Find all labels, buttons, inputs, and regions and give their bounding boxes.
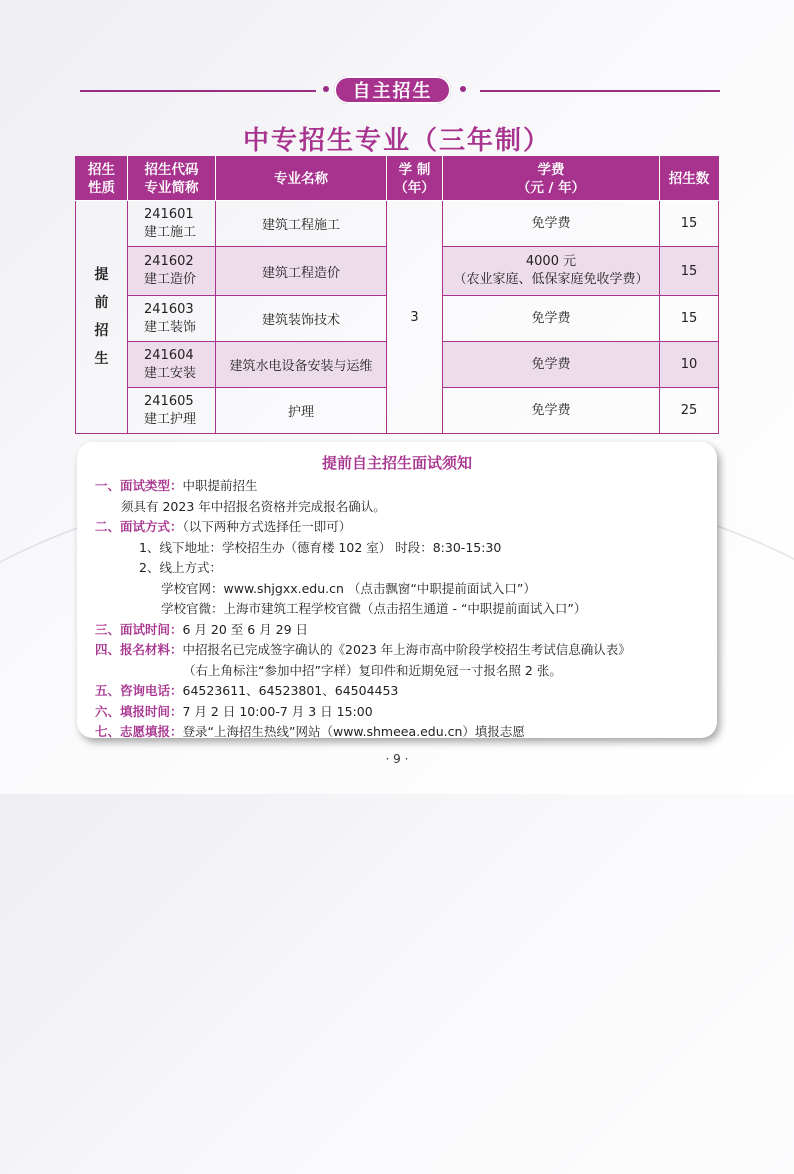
quota-cell: 15 bbox=[660, 201, 719, 247]
section-label: 自主招生 bbox=[334, 76, 451, 104]
table-header-row bbox=[76, 157, 719, 201]
header-nature: 招生 性质 bbox=[76, 157, 128, 201]
code-cell: 241603 建工装饰 bbox=[128, 296, 216, 342]
notice-line: 学校官微：上海市建筑工程学校官微（点击招生通道 - “中职提前面试入口”） bbox=[161, 601, 587, 616]
section-header bbox=[80, 76, 720, 104]
header-major: 专业名称 bbox=[216, 157, 387, 201]
notice-text: （以下两种方式选择任一即可） bbox=[182, 519, 352, 534]
quota-cell: 10 bbox=[660, 342, 719, 388]
major-cell: 建筑工程造价 bbox=[216, 247, 387, 296]
quota-cell: 15 bbox=[660, 247, 719, 296]
notice-label: 六、填报时间： bbox=[95, 703, 183, 719]
notice-line: 须具有 2023 年中招报名资格并完成报名确认。 bbox=[121, 498, 386, 514]
major-cell: 建筑装饰技术 bbox=[216, 296, 387, 342]
notice-text: 中职提前招生 bbox=[182, 478, 258, 493]
notice-line bbox=[95, 640, 710, 661]
fee-cell: 免学费 bbox=[443, 201, 660, 247]
page-number: · 9 · bbox=[385, 752, 409, 766]
major-cell: 建筑水电设备安装与运维 bbox=[216, 342, 387, 388]
code-cell: 241602 建工造价 bbox=[128, 247, 216, 296]
header-dot-left bbox=[323, 86, 329, 92]
header-years: 学 制 （年） bbox=[387, 157, 443, 201]
notice-line bbox=[95, 476, 710, 497]
quota-cell: 25 bbox=[660, 388, 719, 434]
notice-label: 五、咨询电话： bbox=[95, 683, 183, 698]
fee-cell: 4000 元 （农业家庭、低保家庭免收学费） bbox=[443, 247, 660, 296]
notice-line: 1、线下地址：学校招生办（德育楼 102 室） 时段：8:30-15:30 bbox=[139, 539, 502, 555]
notice-label: 七、志愿填报： bbox=[95, 724, 183, 739]
table-row bbox=[76, 201, 719, 247]
major-cell: 护理 bbox=[216, 388, 387, 434]
notice-line bbox=[95, 681, 710, 702]
notice-text: 7 月 2 日 10:00-7 月 3 日 15:00 bbox=[182, 703, 373, 719]
notice-label: 一、面试类型： bbox=[95, 478, 183, 493]
notice-text: 64523611、64523801、64504453 bbox=[182, 683, 399, 698]
fee-cell: 免学费 bbox=[443, 388, 660, 434]
majors-table bbox=[75, 156, 719, 434]
notice-line bbox=[95, 517, 710, 538]
interview-notice-panel bbox=[77, 442, 717, 738]
notice-text: 6 月 20 至 6 月 29 日 bbox=[182, 621, 309, 637]
notice-text: 中招报名已完成签字确认的《2023 年上海市高中阶段学校招生考试信息确认表》 bbox=[182, 642, 631, 657]
header-rule-right bbox=[480, 90, 720, 92]
fee-cell: 免学费 bbox=[443, 342, 660, 388]
notice-line: 学校官网：www.shjgxx.edu.cn （点击飘窗“中职提前面试入口”） bbox=[161, 580, 536, 596]
header-quota: 招生数 bbox=[660, 157, 719, 201]
notice-label: 二、面试方式： bbox=[95, 519, 183, 534]
quota-cell: 15 bbox=[660, 296, 719, 342]
code-cell: 241605 建工护理 bbox=[128, 388, 216, 434]
notice-title: 提前自主招生面试须知 bbox=[321, 454, 472, 472]
notice-line bbox=[95, 722, 710, 743]
notice-line: 2、线上方式： bbox=[139, 560, 222, 575]
notice-label: 三、面试时间： bbox=[95, 621, 183, 637]
page-title: 中专招生专业（三年制） bbox=[242, 126, 551, 156]
header-code: 招生代码 专业简称 bbox=[128, 157, 216, 201]
fee-cell: 免学费 bbox=[443, 296, 660, 342]
code-cell: 241604 建工安装 bbox=[128, 342, 216, 388]
notice-line bbox=[95, 702, 710, 723]
notice-body bbox=[95, 476, 710, 743]
header-rule-left bbox=[80, 90, 316, 92]
header-fee: 学费 （元 / 年） bbox=[443, 157, 660, 201]
notice-label: 四、报名材料： bbox=[95, 642, 183, 657]
notice-line bbox=[95, 620, 710, 641]
code-cell: 241601 建工施工 bbox=[128, 201, 216, 247]
major-cell: 建筑工程施工 bbox=[216, 201, 387, 247]
years-cell: 3 bbox=[387, 201, 443, 434]
notice-text: 登录“上海招生热线”网站（www.shmeea.edu.cn）填报志愿 bbox=[182, 724, 525, 739]
nature-cell: 提 前 招 生 bbox=[76, 201, 128, 434]
notice-line: （右上角标注“参加中招”字样）复印件和近期免冠一寸报名照 2 张。 bbox=[183, 662, 562, 678]
header-dot-right bbox=[460, 86, 466, 92]
